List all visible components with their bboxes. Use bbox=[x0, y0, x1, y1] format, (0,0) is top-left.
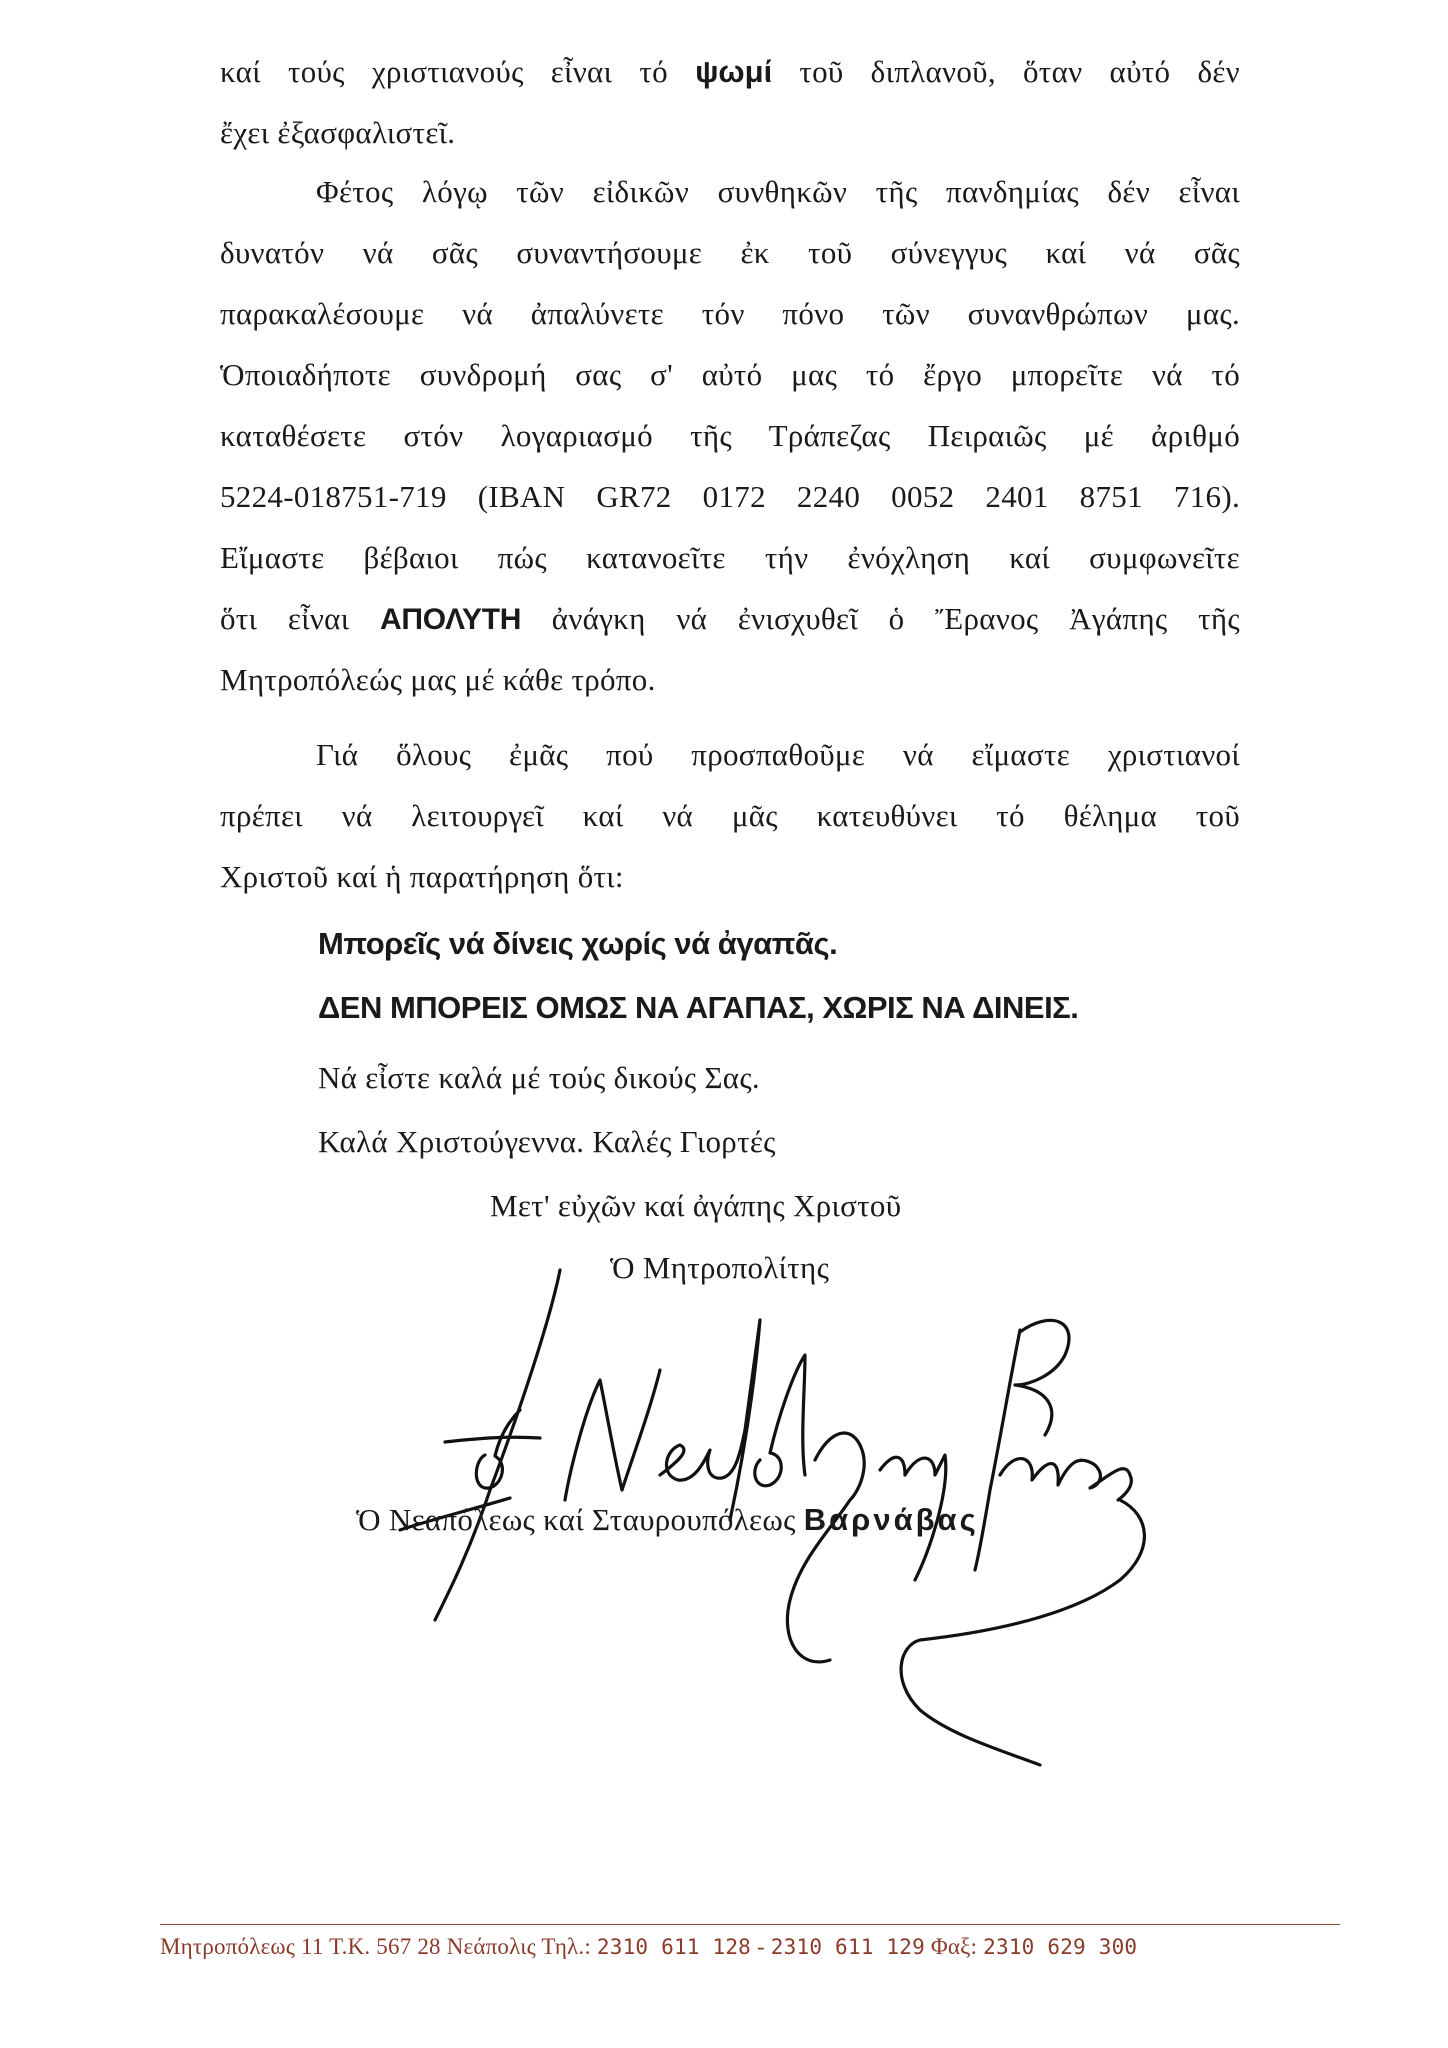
text-segment: καί τούς χριστιανούς εἶναι τό bbox=[220, 54, 696, 89]
text-line: παρακαλέσουμε νά ἀπαλύνετε τόν πόνο τῶν συνανθρώπων μας. bbox=[220, 296, 1240, 331]
text-line: Μητροπόλεώς μας μέ κάθε τρόπο. bbox=[220, 662, 656, 697]
footer-separator: - bbox=[751, 1934, 771, 1959]
text-line: Εἴμαστε βέβαιοι πώς κατανοεῖτε τήν ἐνόχληση καί συμφωνεῖτε bbox=[220, 540, 1240, 575]
emphasized-word: ψωμί bbox=[695, 54, 773, 89]
footer-phone: 2310 611 128 bbox=[596, 1935, 752, 1959]
text-segment: ὅτι εἶναι bbox=[220, 601, 381, 636]
footer-fax-label: Φαξ: bbox=[924, 1934, 984, 1959]
text-line: πρέπει νά λειτουργεῖ καί νά μᾶς κατευθύνει τό θέλημα τοῦ bbox=[220, 798, 1240, 833]
text-line: Γιά ὅλους ἐμᾶς πού προσπαθοῦμε νά εἴμαστε χριστιανοί bbox=[316, 737, 1240, 772]
footer-divider bbox=[160, 1924, 1340, 1925]
signature-stroke bbox=[1015, 1320, 1069, 1435]
footer-fax: 2310 629 300 bbox=[983, 1935, 1138, 1959]
signature-line bbox=[356, 1500, 979, 1540]
footer-phone: 2310 611 129 bbox=[770, 1935, 925, 1959]
quote-line: ΔΕΝ ΜΠΟΡΕΙΣ ΟΜΩΣ ΝΑ ΑΓΑΠΑΣ, ΧΩΡΙΣ ΝΑ ΔΙΝΕΙΣ. bbox=[318, 990, 1079, 1025]
text-line: Χριστοῦ καί ἡ παρατήρηση ὅτι: bbox=[220, 859, 624, 894]
signature-stroke bbox=[975, 1330, 1020, 1570]
closing-line: Καλά Χριστούγεννα. Καλές Γιορτές bbox=[318, 1124, 776, 1159]
text-line bbox=[220, 599, 1240, 640]
signature-stroke bbox=[755, 1355, 805, 1486]
signature-stroke bbox=[787, 1433, 864, 1662]
closing-line: Νά εἶστε καλά μέ τούς δικούς Σας. bbox=[318, 1060, 760, 1095]
bank-account-line: 5224-018751-719 (IBAN GR72 0172 2240 0052 2401 8751 716). bbox=[220, 479, 1240, 514]
text-segment: ἀνάγκη νά ἐνισχυθεῖ ὁ Ἔρανος Ἀγάπης τῆς bbox=[521, 601, 1240, 636]
emphasized-word: ΑΠΟΛΥΤΗ bbox=[380, 603, 522, 636]
text-line bbox=[220, 52, 1240, 92]
signature-title: Ὁ Νεαπόλεως καί Σταυρουπόλεως bbox=[356, 1502, 804, 1537]
text-line: δυνατόν νά σᾶς συναντήσουμε ἐκ τοῦ σύνεγγυς καί νά σᾶς bbox=[220, 235, 1240, 270]
quote-line: Μπορεῖς νά δίνεις χωρίς νά ἀγαπᾶς. bbox=[318, 926, 838, 961]
letterhead-footer bbox=[160, 1934, 1137, 1960]
signature-stroke bbox=[565, 1370, 660, 1500]
closing-line: Ὁ Μητροπολίτης bbox=[610, 1250, 830, 1285]
signature-stroke bbox=[445, 1437, 540, 1442]
text-line: ἔχει ἐξασφαλιστεῖ. bbox=[220, 115, 456, 150]
closing-line: Μετ' εὐχῶν καί ἀγάπης Χριστοῦ bbox=[490, 1188, 902, 1223]
text-line: Φέτος λόγῳ τῶν εἰδικῶν συνθηκῶν τῆς πανδημίας δέν εἶναι bbox=[316, 174, 1240, 209]
text-segment: τοῦ διπλανοῦ, ὅταν αὐτό δέν bbox=[772, 54, 1240, 89]
signature-stroke bbox=[660, 1320, 760, 1520]
signature-name: Βαρνάβας bbox=[803, 1502, 979, 1537]
text-line: Ὁποιαδήποτε συνδρομή σας σ' αὐτό μας τό ἔργο μπορεῖτε νά τό bbox=[220, 357, 1240, 392]
signature-stroke bbox=[1000, 1459, 1131, 1500]
text-line: καταθέσετε στόν λογαριασμό τῆς Τράπεζας Πειραιῶς μέ ἀριθμό bbox=[220, 418, 1240, 453]
footer-address: Μητροπόλεως 11 Τ.Κ. 567 28 Νεάπολις Τηλ.: bbox=[160, 1934, 597, 1959]
